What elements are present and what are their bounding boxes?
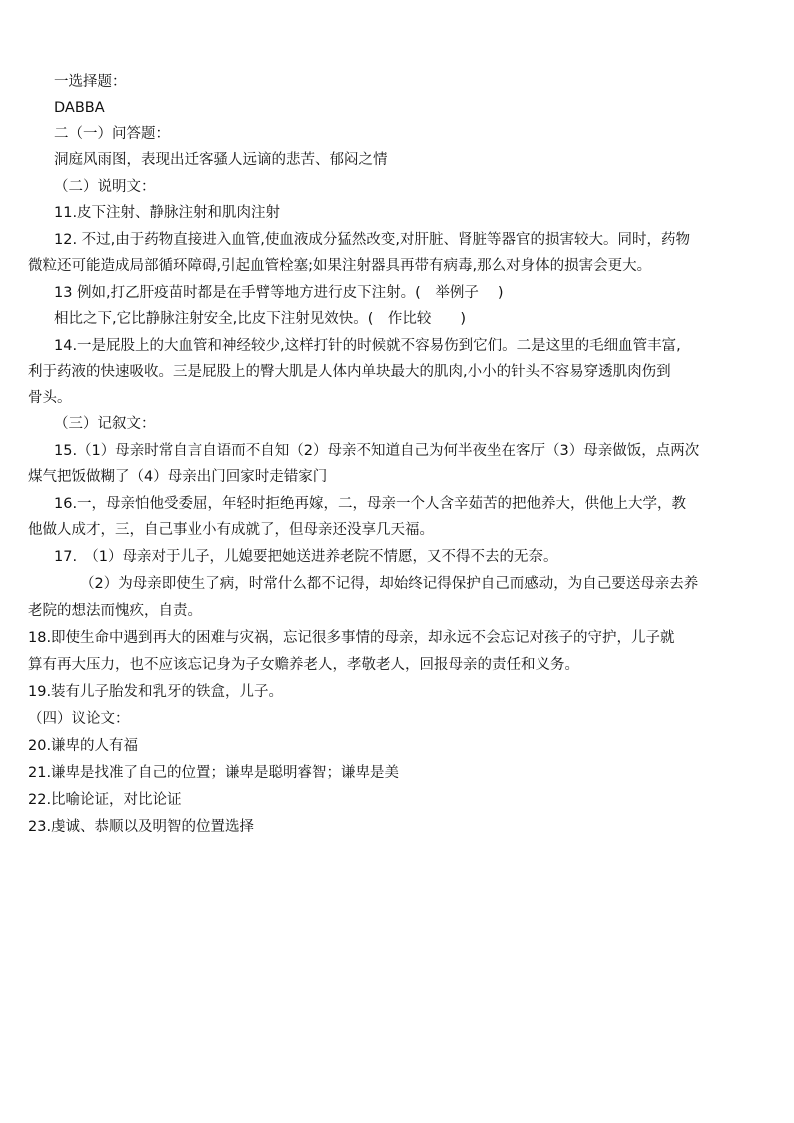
answer-q13-line1: 13 例如,打乙肝疫苗时都是在手臂等地方进行皮下注射。( 举例子 ) [54, 285, 504, 301]
section-heading-choice: 一选择题： [54, 74, 127, 90]
answer-q15-line1: 15.（1）母亲时常自言自语而不自知（2）母亲不知道自己为何半夜坐在客厅（3）母亲做饭，点两次 [54, 443, 700, 459]
answer-q12-line1: 12. 不过,由于药物直接进入血管,使血液成分猛然改变,对肝脏、肾脏等器官的损害较大。同时，药物 [54, 232, 690, 248]
section-heading-narrative: （三）记叙文： [54, 416, 156, 432]
answer-q12-line2: 微粒还可能造成局部循环障碍,引起血管栓塞;如果注射器具再带有病毒,那么对身体的损害会更大。 [28, 258, 652, 274]
answer-q20: 20.谦卑的人有福 [28, 738, 139, 754]
answer-q17-line2: （2）为母亲即使生了病，时常什么都不记得，却始终记得保护自己而感动，为自己要送母亲去养 [80, 576, 699, 592]
answer-q14-line3: 骨头。 [28, 390, 72, 406]
answer-q16-line1: 16.一，母亲怕他受委屈，年轻时拒绝再嫁，二，母亲一个人含辛茹苦的把他养大，供他上大学，教 [54, 496, 687, 512]
answer-q11: 11.皮下注射、静脉注射和肌肉注射 [54, 205, 281, 221]
choice-answers: DABBA [54, 100, 105, 116]
answer-q22: 22.比喻论证，对比论证 [28, 792, 182, 808]
answer-q23: 23.虔诚、恭顺以及明智的位置选择 [28, 819, 255, 835]
section-heading-expository: （二）说明文： [54, 179, 156, 195]
answer-q14-line1: 14.一是屁股上的大血管和神经较少,这样打针的时候就不容易伤到它们。二是这里的毛细血管丰富, [54, 338, 681, 354]
answer-q13-line2: 相比之下,它比静脉注射安全,比皮下注射见效快。( 作比较 ) [54, 311, 467, 327]
answer-q15-line2: 煤气把饭做糊了（4）母亲出门回家时走错家门 [28, 469, 328, 485]
answer-q17-line1: 17. （1）母亲对于儿子，儿媳要把她送进养老院不情愿，又不得不去的无奈。 [54, 549, 558, 565]
section-heading-argumentative: （四）议论文： [28, 711, 130, 727]
answer-q19: 19.装有儿子胎发和乳牙的铁盒，儿子。 [28, 684, 284, 700]
answer-q14-line2: 利于药液的快速吸收。三是屁股上的臀大肌是人体内单块最大的肌肉,小小的针头不容易穿透肌肉伤到 [28, 364, 671, 380]
answer-q18-line1: 18.即使生命中遇到再大的困难与灾祸，忘记很多事情的母亲，却永远不会忘记对孩子的守护，儿子就 [28, 630, 675, 646]
answer-q17-line3: 老院的想法而愧疚，自责。 [28, 603, 202, 619]
question-answer-text: 洞庭风雨图，表现出迁客骚人远谪的悲苦、郁闷之情 [54, 152, 388, 168]
answer-q21: 21.谦卑是找准了自己的位置；谦卑是聪明睿智；谦卑是美 [28, 765, 400, 781]
answer-q18-line2: 算有再大压力，也不应该忘记身为子女赡养老人，孝敬老人，回报母亲的责任和义务。 [28, 657, 579, 673]
section-heading-questions: 二（一）问答题： [54, 126, 170, 142]
answer-q16-line2: 他做人成才，三，自己事业小有成就了，但母亲还没享几天福。 [28, 522, 434, 538]
